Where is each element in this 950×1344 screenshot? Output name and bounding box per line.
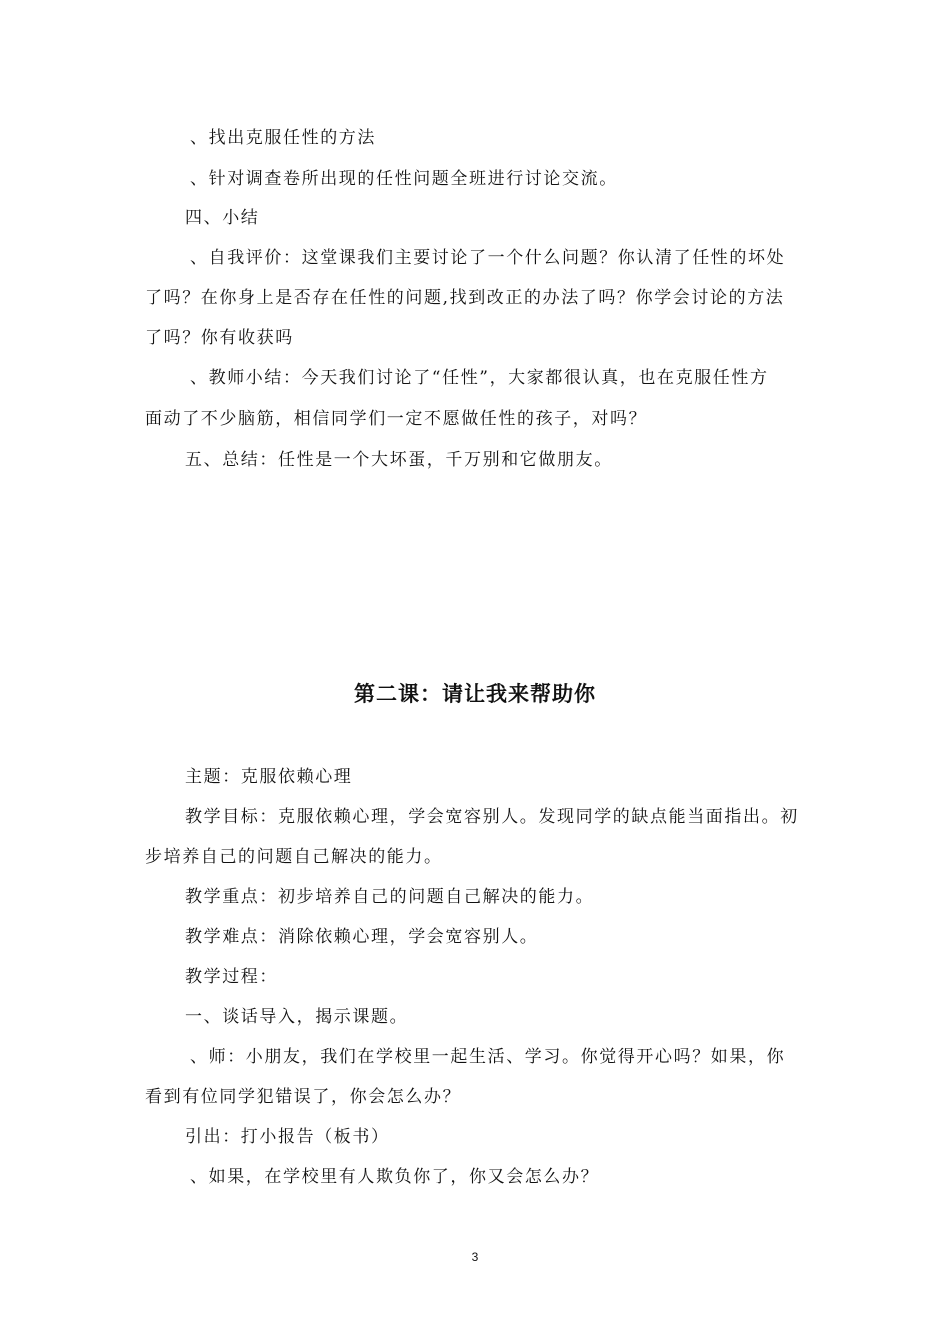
step-1-heading: 一、谈话导入，揭示课题。 [185, 1007, 409, 1027]
self-evaluation-line-3: 了吗？你有收获吗 [145, 328, 294, 348]
teacher-summary-line-1: 、教师小结：今天我们讨论了“任性”，大家都很认真，也在克服任性方 [190, 368, 769, 388]
self-evaluation-line-1: 、自我评价：这堂课我们主要讨论了一个什么问题？你认清了任性的坏处 [190, 248, 786, 268]
teaching-goal-line-1: 教学目标：克服依赖心理，学会宽容别人。发现同学的缺点能当面指出。初 [185, 807, 799, 827]
page-number: 3 [471, 1250, 479, 1264]
teaching-goal-line-2: 步培养自己的问题自己解决的能力。 [145, 847, 443, 867]
teacher-summary-line-2: 面动了不少脑筋，相信同学们一定不愿做任性的孩子，对吗？ [145, 409, 648, 429]
teacher-question-line-1: 、师：小朋友，我们在学校里一起生活、学习。你觉得开心吗？如果，你 [190, 1047, 786, 1067]
conclusion: 五、总结：任性是一个大坏蛋，千万别和它做朋友。 [185, 450, 613, 470]
heading-summary: 四、小结 [185, 208, 260, 228]
teaching-difficulty: 教学难点：消除依赖心理，学会宽容别人。 [185, 927, 539, 947]
teacher-question-line-2: 看到有位同学犯错误了，你会怎么办？ [145, 1087, 462, 1107]
teaching-process: 教学过程： [185, 967, 278, 987]
self-evaluation-line-2: 了吗？在你身上是否存在任性的问题,找到改正的办法了吗？你学会讨论的方法 [145, 288, 785, 308]
lesson-theme: 主题：克服依赖心理 [185, 767, 353, 787]
item-class-discussion: 、针对调查卷所出现的任性问题全班进行讨论交流。 [190, 169, 618, 189]
lesson-title: 第二课：请让我来帮助你 [354, 682, 596, 706]
lead-out: 引出：打小报告（板书） [185, 1127, 390, 1147]
bullying-question: 、如果，在学校里有人欺负你了，你又会怎么办？ [190, 1167, 600, 1187]
item-find-method: 、找出克服任性的方法 [190, 128, 376, 148]
teaching-key-point: 教学重点：初步培养自己的问题自己解决的能力。 [185, 887, 595, 907]
